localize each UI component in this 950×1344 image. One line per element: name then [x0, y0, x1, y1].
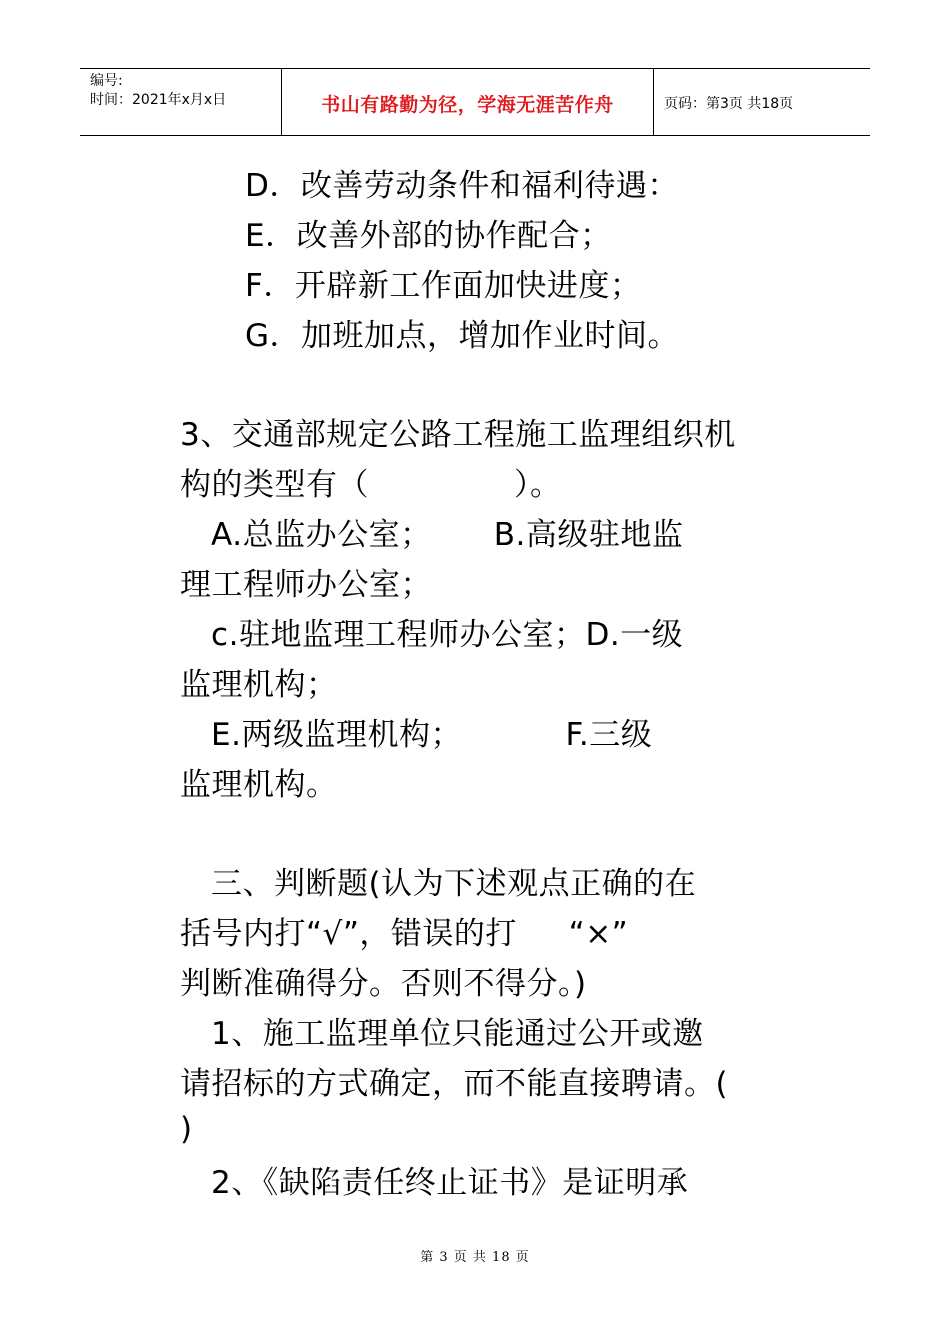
judgment-1-line-3: )	[180, 1111, 193, 1147]
motto-text: 书山有路勤为径，学海无涯苦作舟	[321, 93, 614, 116]
section-3-heading-line-1: 三、判断题(认为下述观点正确的在	[180, 866, 697, 902]
question-3-options-line-2: 理工程师办公室；	[180, 567, 432, 603]
header-page-info	[654, 69, 870, 135]
question-3-options-line-1: A.总监办公室； B.高级驻地监	[180, 517, 684, 553]
number-label: 编号:	[90, 73, 123, 89]
question-3-options-line-6: 监理机构。	[180, 767, 338, 803]
question-3-options-line-3: c.驻地监理工程师办公室；D.一级	[180, 617, 684, 653]
document-header	[80, 68, 870, 136]
option-d-line: D．改善劳动条件和福利待遇：	[245, 168, 679, 204]
header-motto-cell	[282, 69, 654, 135]
option-e-line: E．改善外部的协作配合；	[245, 218, 612, 254]
page-info-text: 页码：第3页 共18页	[664, 96, 794, 112]
question-3-line-2: 构的类型有（ ）。	[180, 467, 562, 503]
question-3-line-1: 3、交通部规定公路工程施工监理组织机	[180, 417, 736, 453]
judgment-2-line-1: 2、《缺陷责任终止证书》是证明承	[180, 1165, 689, 1201]
judgment-1-line-2: 请招标的方式确定，而不能直接聘请。(	[180, 1066, 729, 1102]
question-3-options-line-4: 监理机构；	[180, 667, 338, 703]
option-g-line: G．加班加点，增加作业时间。	[245, 318, 680, 354]
time-label: 时间：2021年x月x日	[90, 92, 227, 108]
page-footer: 第 3 页 共 18 页	[420, 1250, 530, 1265]
option-f-line: F．开辟新工作面加快进度；	[245, 268, 642, 304]
header-meta	[80, 69, 282, 135]
judgment-1-line-1: 1、施工监理单位只能通过公开或邀	[180, 1016, 704, 1052]
section-3-heading-line-3: 判断准确得分。否则不得分。)	[180, 966, 587, 1002]
question-3-options-line-5: E.两级监理机构； F.三级	[180, 717, 653, 753]
section-3-heading-line-2: 括号内打“√”，错误的打 “×”	[180, 916, 629, 952]
